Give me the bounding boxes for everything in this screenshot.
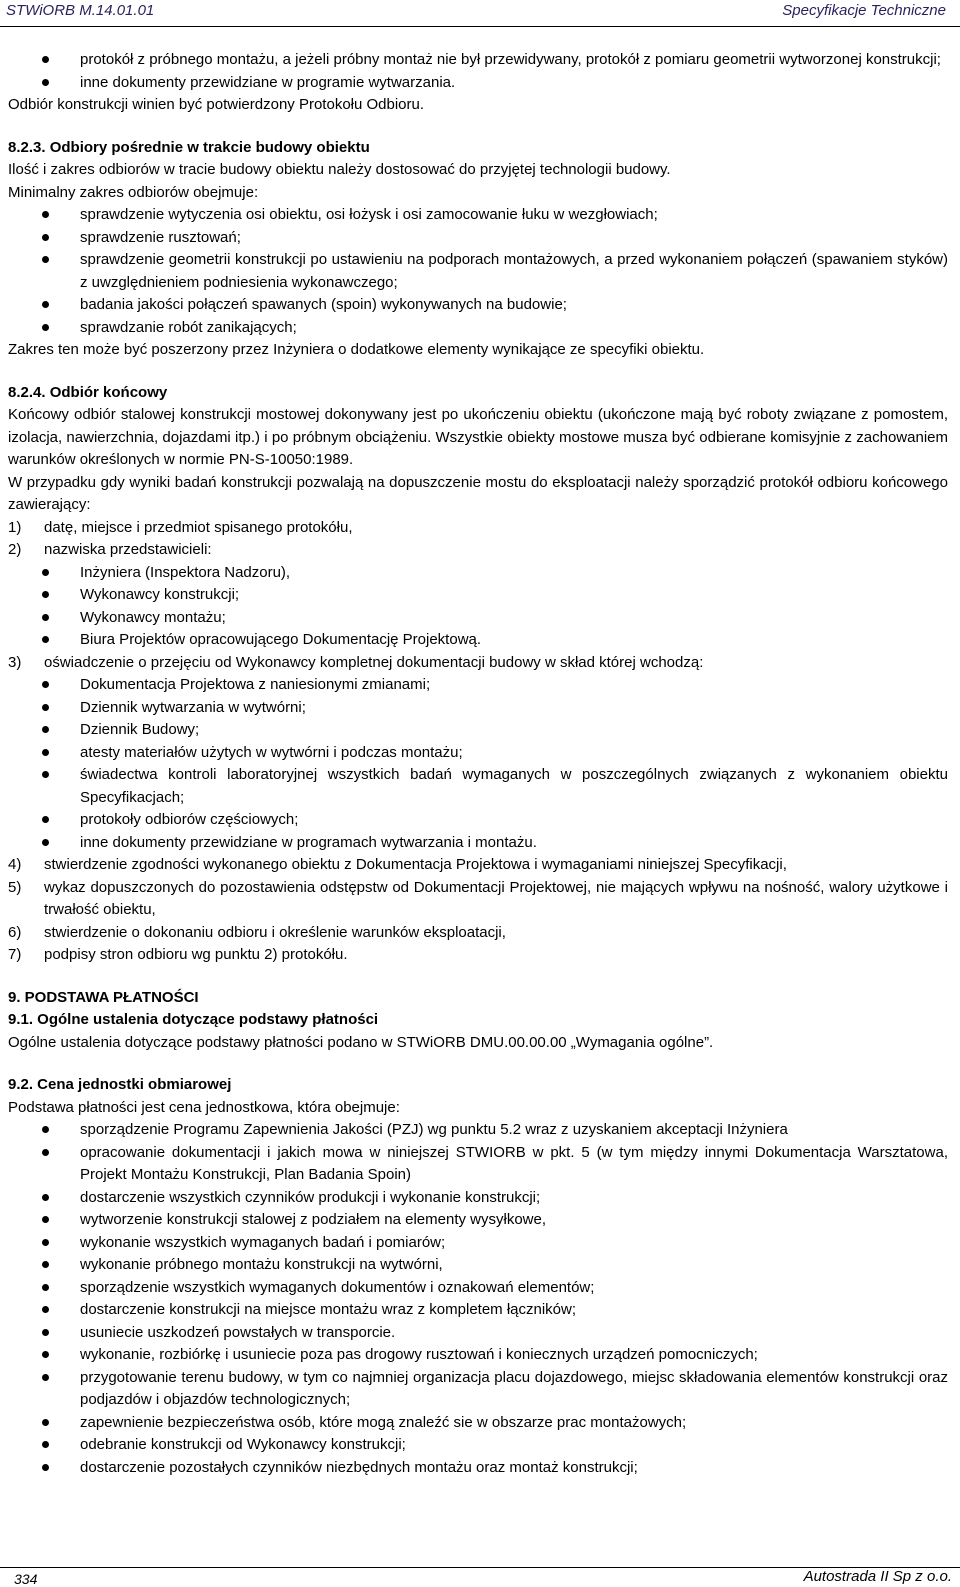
paragraph: Ogólne ustalenia dotyczące podstawy płatności podano w STWiORB DMU.00.00.00 „Wymagania ogólne”. — [8, 1033, 714, 1051]
intro-list — [8, 49, 948, 94]
list-item: usuniecie uszkodzeń powstałych w transporcie. — [8, 1322, 948, 1345]
numbered-item — [8, 517, 948, 540]
intro-text: Odbiór konstrukcji winien być potwierdzony Protokołu Odbioru. — [8, 96, 425, 113]
list-item: świadectwa kontroli laboratoryjnej wszystkich badań wymaganych w poszczególnych związanych z wykonaniem obiektu Specyfikacjach; — [8, 764, 948, 809]
company-name: Autostrada II Sp z o.o. — [803, 1568, 952, 1585]
documentation-list — [8, 674, 948, 854]
list-item: protokoły odbiorów częściowych; — [8, 809, 948, 832]
paragraph: Minimalny zakres odbiorów obejmuje: — [8, 183, 259, 201]
list-item: sprawdzanie robót zanikających; — [8, 317, 948, 340]
item-text: stwierdzenie zgodności wykonanego obiektu z Dokumentacja Projektowa i wymaganiami niniejszej Specyfikacji, — [44, 856, 787, 873]
list-item: sporządzenie wszystkich wymaganych dokumentów i oznakowań elementów; — [8, 1277, 948, 1300]
representatives-list — [8, 562, 948, 652]
inspection-scope-list — [8, 204, 948, 339]
list-item: inne dokumenty przewidziane w programach wytwarzania i montażu. — [8, 832, 948, 855]
item-text: datę, miejsce i przedmiot spisanego protokółu, — [44, 518, 353, 536]
list-item: atesty materiałów użytych w wytwórni i podczas montażu; — [8, 742, 948, 765]
list-item: dostarczenie pozostałych czynników niezbędnych montażu oraz montaż konstrukcji; — [8, 1457, 948, 1480]
numbered-item — [8, 854, 948, 877]
list-item: wykonanie próbnego montażu konstrukcji na wytwórni, — [8, 1254, 948, 1277]
list-item: odebranie konstrukcji od Wykonawcy konstrukcji; — [8, 1434, 948, 1457]
numbered-item — [8, 652, 948, 675]
list-item: dostarczenie wszystkich czynników produkcji i wykonanie konstrukcji; — [8, 1187, 948, 1210]
section-9-2-title: 9.2. Cena jednostki obmiarowej — [8, 1076, 232, 1093]
price-scope-list — [8, 1119, 948, 1479]
list-item: sprawdzenie wytyczenia osi obiektu, osi łożysk i osi zamocowanie łuku w wezgłowiach; — [8, 204, 948, 227]
document-code: STWiORB M.14.01.01 — [6, 2, 155, 19]
item-text: podpisy stron odbioru wg punktu 2) protokółu. — [44, 946, 348, 963]
item-number: 4) — [8, 856, 22, 873]
item-number: 5) — [8, 878, 22, 896]
paragraph: Końcowy odbiór stalowej konstrukcji mostowej dokonywany jest po ukończeniu obiektu (ukończone mają być roboty związane z pomostem, izolacja, nawierzchnia, dojazdami itp.) i po próbnym obciążeniu. Wszystkie obiekty mostowe musza być odbierane komisyjnie z zachowaniem warunków określonych w normie PN-S-10050:1989. — [8, 406, 948, 468]
section-9-1-title: 9.1. Ogólne ustalenia dotyczące podstawy płatności — [8, 1011, 379, 1028]
list-item: Inżyniera (Inspektora Nadzoru), — [8, 562, 948, 585]
list-item: Biura Projektów opracowującego Dokumentację Projektową. — [8, 629, 948, 652]
document-body — [8, 49, 948, 1479]
list-item: sprawdzenie geometrii konstrukcji po ustawieniu na podporach montażowych, a przed wykonaniem połączeń (spawaniem styków) z uwzględnieniem podniesienia wykonawczego; — [8, 249, 948, 294]
list-item: Dziennik wytwarzania w wytwórni; — [8, 697, 948, 720]
document-type: Specyfikacje Techniczne — [782, 2, 946, 19]
list-item: wytworzenie konstrukcji stalowej z podziałem na elementy wysyłkowe, — [8, 1209, 948, 1232]
final-protocol-list-end — [8, 854, 948, 967]
numbered-item — [8, 539, 948, 562]
item-text: stwierdzenie o dokonaniu odbioru i określenie warunków eksploatacji, — [44, 923, 506, 941]
list-item: wykonanie, rozbiórkę i usuniecie poza pas drogowy rusztowań i koniecznych urządzeń pomocniczych; — [8, 1344, 948, 1367]
item-number: 3) — [8, 653, 22, 671]
list-item: sprawdzenie rusztowań; — [8, 227, 948, 250]
item-text: oświadczenie o przejęciu od Wykonawcy kompletnej dokumentacji budowy w skład której wchodzą: — [44, 653, 704, 671]
item-number: 2) — [8, 541, 22, 558]
numbered-item — [8, 944, 948, 967]
item-text: nazwiska przedstawicieli: — [44, 541, 212, 558]
paragraph: W przypadku gdy wyniki badań konstrukcji pozwalają na dopuszczenie mostu do eksploatacji należy sporządzić protokół odbioru końcowego zawierający: — [8, 473, 948, 513]
list-item: opracowanie dokumentacji i jakich mowa w niniejszej STWIORB w pkt. 5 (w tym między innymi Dokumentacja Warsztatowa, Projekt Montażu Konstrukcji, Plan Badania Spoin) — [8, 1142, 948, 1187]
list-item: zapewnienie bezpieczeństwa osób, które mogą znaleźć sie w obszarze prac montażowych; — [8, 1412, 948, 1435]
paragraph: Ilość i zakres odbiorów w tracie budowy obiektu należy dostosować do przyjętej technologii budowy. — [8, 161, 671, 178]
list-item: badania jakości połączeń spawanych (spoin) wykonywanych na budowie; — [8, 294, 948, 317]
numbered-item — [8, 877, 948, 922]
paragraph: Zakres ten może być poszerzony przez Inżyniera o dodatkowe elementy wynikające ze specyfiki obiektu. — [8, 341, 705, 358]
section-9-title: 9. PODSTAWA PŁATNOŚCI — [8, 988, 199, 1006]
page-footer — [0, 1567, 960, 1587]
list-item: Dokumentacja Projektowa z naniesionymi zmianami; — [8, 674, 948, 697]
item-text: wykaz dopuszczonych do pozostawienia odstępstw od Dokumentacji Projektowej, nie mających wpływu na nośność, walory użytkowe i trwałość obiektu, — [44, 878, 948, 918]
list-item: protokół z próbnego montażu, a jeżeli próbny montaż nie był przewidywany, protokół z pomiaru geometrii wytworzonej konstrukcji; — [8, 49, 948, 72]
numbered-item — [8, 922, 948, 945]
item-number: 6) — [8, 923, 22, 941]
item-number: 1) — [8, 518, 22, 536]
list-item: wykonanie wszystkich wymaganych badań i pomiarów; — [8, 1232, 948, 1255]
section-8-2-4-title: 8.2.4. Odbiór końcowy — [8, 383, 168, 401]
final-protocol-list — [8, 517, 948, 562]
final-protocol-list-cont — [8, 652, 948, 675]
list-item: Wykonawcy montażu; — [8, 607, 948, 630]
list-item: przygotowanie terenu budowy, w tym co najmniej organizacja placu dojazdowego, miejsc składowania elementów konstrukcji oraz podjazdów i objazdów technologicznych; — [8, 1367, 948, 1412]
item-number: 7) — [8, 946, 22, 963]
paragraph: Podstawa płatności jest cena jednostkowa, która obejmuje: — [8, 1098, 400, 1116]
list-item: dostarczenie konstrukcji na miejsce montażu wraz z kompletem łączników; — [8, 1299, 948, 1322]
section-8-2-3-title: 8.2.3. Odbiory pośrednie w trakcie budowy obiektu — [8, 138, 370, 156]
list-item: Wykonawcy konstrukcji; — [8, 584, 948, 607]
list-item: Dziennik Budowy; — [8, 719, 948, 742]
list-item: sporządzenie Programu Zapewnienia Jakości (PZJ) wg punktu 5.2 wraz z uzyskaniem akceptacji Inżyniera — [8, 1119, 948, 1142]
list-item: inne dokumenty przewidziane w programie wytwarzania. — [8, 72, 948, 95]
page-number: 334 — [14, 1571, 38, 1587]
page-header — [0, 0, 960, 27]
